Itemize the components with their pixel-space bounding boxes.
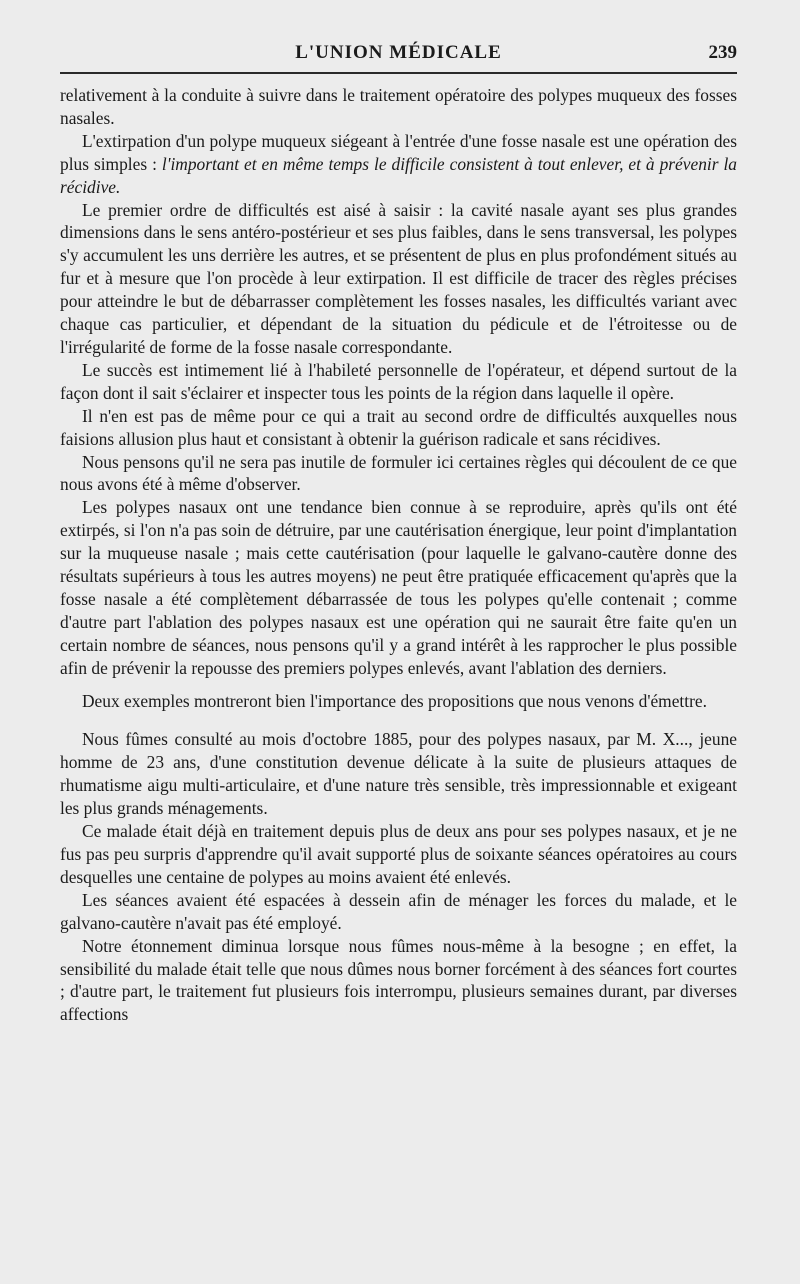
paragraph-text: L'extirpation d'un polype muqueux siégeant à l'entrée d'une fosse nasale est une opération des plus simples :: [60, 130, 737, 174]
running-title: L'UNION MÉDICALE: [295, 42, 502, 63]
paragraph: Deux exemples montreront bien l'importance des propositions que nous venons d'émettre.: [82, 690, 707, 711]
page-header: [60, 40, 737, 70]
paragraph: Le premier ordre de difficultés est aisé à saisir : la cavité nasale ayant ses plus grandes dimensions dans le sens antéro-postérieur et ses plus faibles, dans le sens transversal, les polypes s'y accumulent les uns derrière les autres, et se présentent de plus en plus profondément situés au fur et à mesure que l'on procède à leur extirpation. Il est difficile de tracer des règles précises pour atteindre le but de débarrasser complètement les fosses nasales, les difficultés variant avec chaque cas particulier, et dépendant de la situation du pédicule et de l'étroitesse ou de l'irrégularité de forme de la fosse nasale correspondante.: [60, 199, 737, 357]
paragraph: Nous fûmes consulté au mois d'octobre 1885, pour des polypes nasaux, par M. X..., jeune homme de 23 ans, d'une constitution devenue délicate à la suite de plusieurs attaques de rhumatisme aigu multi-articulaire, et d'une nature très sensible, très impressionnable et exigeant les plus grands ménagements.: [60, 729, 737, 819]
paragraph: Notre étonnement diminua lorsque nous fûmes nous-même à la besogne ; en effet, la sensibilité du malade était telle que nous dûmes nous borner forcément à des séances fort courtes ; d'autre part, le traitement fut plusieurs fois interrompu, plusieurs semaines durant, par diverses affections: [60, 935, 737, 1025]
paragraph: [60, 130, 737, 199]
paragraph: Le succès est intimement lié à l'habileté personnelle de l'opérateur, et dépend surtout de la façon dont il sait s'éclairer et inspecter tous les points de la région dans laquelle il opère.: [60, 359, 737, 403]
paragraph: Les polypes nasaux ont une tendance bien connue à se reproduire, après qu'ils ont été extirpés, si l'on n'a pas soin de détruire, par une cautérisation énergique, leur point d'implantation sur la muqueuse nasale ; mais cette cautérisation (pour laquelle le galvano-cautère donne des résultats supérieurs à tous les autres moyens) ne peut être pratiquée efficacement qu'après que la fosse nasale a été complètement débarrassée de tous les polypes qu'elle contenait ; comme d'autre part l'ablation des polypes nasaux est une opération qui ne saurait être faite qu'en un certain nombre de séances, nous pensons qu'il y a grand intérêt à les rapprocher le plus possible afin de prévenir la repousse des premiers polypes enlevés, avant l'ablation des derniers.: [60, 497, 737, 678]
paragraph: Il n'en est pas de même pour ce qui a trait au second ordre de difficultés auxquelles nous faisions allusion plus haut et consistant à obtenir la guérison radicale et sans récidives.: [60, 405, 737, 449]
paragraph: Les séances avaient été espacées à dessein afin de ménager les forces du malade, et le galvano-cautère n'avait pas été employé.: [60, 889, 737, 933]
paragraph: Nous pensons qu'il ne sera pas inutile de formuler ici certaines règles qui découlent de ce que nous avons été à même d'observer.: [60, 451, 737, 495]
paragraph: relativement à la conduite à suivre dans le traitement opératoire des polypes muqueux des fosses nasales.: [60, 85, 737, 128]
header-rule: [60, 72, 737, 74]
paragraph: Ce malade était déjà en traitement depuis plus de deux ans pour ses polypes nasaux, et je ne fus pas peu surpris d'apprendre qu'il avait supporté plus de soixante séances opératoires au cours desquelles une centaine de polypes au moins avaient été enlevés.: [60, 821, 737, 887]
article-body: [60, 84, 737, 1026]
page-number: 239: [708, 42, 737, 63]
emphasis-text: l'important et en même temps le difficile consistent à tout enlever, et à prévenir la récidive.: [60, 153, 737, 197]
